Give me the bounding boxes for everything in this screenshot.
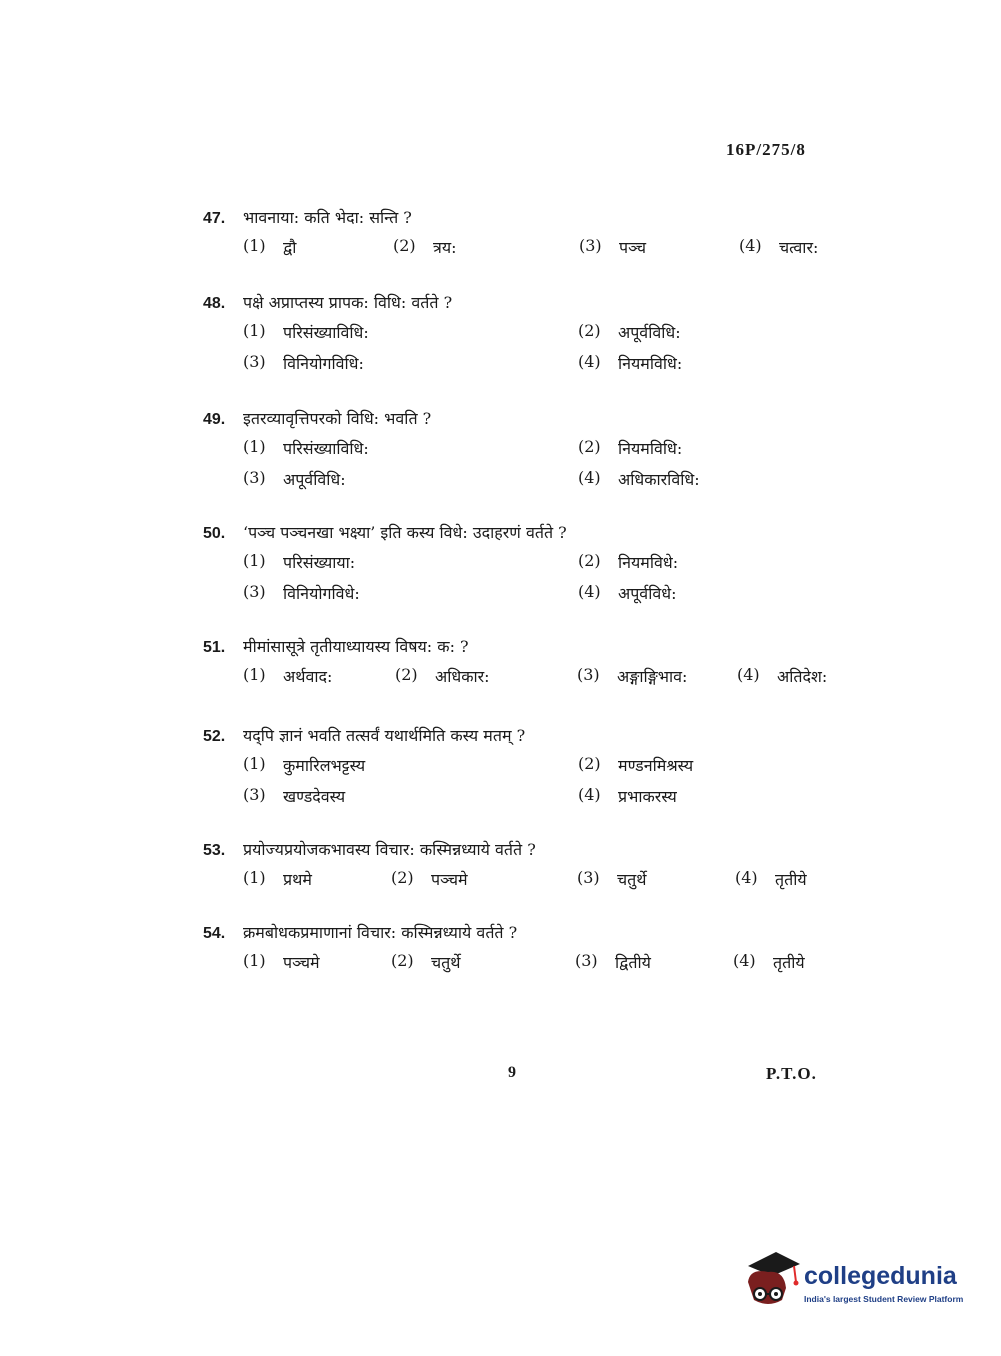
option-text: पञ्च: [619, 238, 647, 257]
option-text: अधिकारविधि:: [618, 470, 700, 489]
options: [203, 661, 843, 691]
option-number: (1): [243, 868, 266, 887]
mascot-icon: [742, 1248, 802, 1318]
option-number: (1): [243, 437, 266, 456]
options: [203, 547, 843, 609]
option-text: चतुर्थे: [617, 870, 647, 889]
option-number: (3): [243, 785, 266, 804]
option-number: (4): [737, 665, 760, 684]
page-number: 9: [508, 1064, 516, 1081]
pto-label: P.T.O.: [766, 1064, 817, 1083]
option-3: [579, 236, 646, 258]
option-text: अङ्गाङ्गिभाव:: [617, 667, 688, 686]
option-number: (4): [578, 785, 601, 804]
option-text: चतुर्थे: [431, 953, 461, 972]
question-stem: [203, 724, 843, 750]
option-number: (2): [393, 236, 416, 255]
option-text: अधिकार:: [435, 667, 490, 686]
option-4: [578, 468, 700, 490]
option-text: तृतीये: [775, 870, 807, 889]
question-49: [203, 407, 843, 495]
options: [203, 232, 843, 262]
question-stem: [203, 521, 843, 547]
option-number: (2): [395, 665, 418, 684]
option-number: (4): [578, 352, 601, 371]
paper-code: 16P/275/8: [726, 140, 806, 159]
option-number: (2): [391, 951, 414, 970]
option-4: [735, 868, 807, 890]
option-number: (3): [243, 468, 266, 487]
option-3: [243, 352, 364, 374]
option-number: (2): [578, 437, 601, 456]
option-text: खण्डदेवस्य: [283, 787, 346, 806]
option-number: (4): [578, 582, 601, 601]
option-3: [577, 665, 687, 687]
option-number: (1): [243, 665, 266, 684]
question-text: इतरव्यावृत्तिपरको विधि: भवति ?: [243, 409, 432, 428]
question-stem: [203, 291, 843, 317]
option-number: (1): [243, 321, 266, 340]
options: [203, 750, 843, 812]
option-number: (3): [575, 951, 598, 970]
option-1: [243, 868, 312, 890]
options: [203, 317, 843, 379]
question-stem: [203, 635, 843, 661]
question-number: 53.: [203, 842, 226, 859]
option-number: (1): [243, 754, 266, 773]
option-2: [391, 868, 468, 890]
option-3: [243, 582, 360, 604]
option-text: विनियोगविधे:: [283, 584, 360, 603]
brand-tagline: India's largest Student Review Platform: [804, 1294, 964, 1304]
option-text: अपूर्वविधे:: [618, 584, 677, 603]
option-1: [243, 437, 369, 459]
question-text: क्रमबोधकप्रमाणानां विचार: कस्मिन्नध्याये वर्तते ?: [243, 923, 518, 942]
option-number: (2): [578, 754, 601, 773]
option-text: अर्थवाद:: [283, 667, 333, 686]
option-number: (2): [391, 868, 414, 887]
option-text: मण्डनमिश्रस्य: [618, 756, 694, 775]
question-number: 51.: [203, 639, 226, 656]
option-text: द्वितीये: [615, 953, 651, 972]
option-text: नियमविधे:: [618, 553, 679, 572]
option-1: [243, 321, 369, 343]
option-1: [243, 551, 355, 573]
option-text: अतिदेश:: [777, 667, 828, 686]
question-54: [203, 921, 843, 977]
option-2: [578, 551, 678, 573]
option-text: अपूर्वविधि:: [618, 323, 681, 342]
option-text: नियमविधि:: [618, 439, 683, 458]
option-number: (3): [577, 665, 600, 684]
option-3: [243, 785, 345, 807]
question-52: [203, 724, 843, 812]
question-47: [203, 206, 843, 262]
option-text: परिसंख्याविधि:: [283, 439, 369, 458]
option-4: [578, 352, 682, 374]
option-number: (3): [243, 582, 266, 601]
question-number: 52.: [203, 728, 226, 745]
question-stem: [203, 206, 843, 232]
option-text: प्रभाकरस्य: [618, 787, 677, 806]
option-text: तृतीये: [773, 953, 805, 972]
question-number: 48.: [203, 295, 226, 312]
option-2: [395, 665, 490, 687]
option-text: पञ्चमे: [283, 953, 320, 972]
option-3: [577, 868, 647, 890]
question-number: 50.: [203, 525, 226, 542]
option-text: प्रथमे: [283, 870, 312, 889]
option-number: (4): [739, 236, 762, 255]
question-number: 49.: [203, 411, 226, 428]
option-4: [733, 951, 805, 973]
question-stem: [203, 407, 843, 433]
question-text: भावनाया: कति भेदा: सन्ति ?: [243, 208, 412, 227]
option-text: नियमविधि:: [618, 354, 683, 373]
option-3: [243, 468, 346, 490]
brand-name: collegedunia: [804, 1262, 957, 1290]
option-1: [243, 236, 296, 258]
question-51: [203, 635, 843, 691]
question-text: यद्पि ज्ञानं भवति तत्सर्वं यथार्थमिति कस्य मतम् ?: [243, 726, 526, 745]
question-text: ‘पञ्च पञ्चनखा भक्ष्या’ इति कस्य विधे: उदाहरणं वर्तते ?: [243, 523, 567, 542]
option-2: [391, 951, 461, 973]
option-number: (4): [735, 868, 758, 887]
option-3: [575, 951, 651, 973]
option-text: परिसंख्याया:: [283, 553, 356, 572]
option-number: (2): [578, 551, 601, 570]
option-number: (3): [577, 868, 600, 887]
option-text: कुमारिलभट्टस्य: [283, 756, 366, 775]
option-number: (3): [243, 352, 266, 371]
question-number: 47.: [203, 210, 226, 227]
option-text: चत्वार:: [779, 238, 819, 257]
option-2: [578, 437, 682, 459]
option-4: [739, 236, 818, 258]
question-text: मीमांसासूत्रे तृतीयाध्यायस्य विषय: क: ?: [243, 637, 469, 656]
option-text: पञ्चमे: [431, 870, 468, 889]
option-text: परिसंख्याविधि:: [283, 323, 369, 342]
question-text: पक्षे अप्राप्तस्य प्रापक: विधि: वर्तते ?: [243, 293, 453, 312]
option-number: (1): [243, 236, 266, 255]
option-text: अपूर्वविधि:: [283, 470, 346, 489]
option-text: विनियोगविधि:: [283, 354, 364, 373]
option-number: (3): [579, 236, 602, 255]
option-2: [578, 321, 681, 343]
question-number: 54.: [203, 925, 226, 942]
options: [203, 947, 843, 977]
collegedunia-logo: [742, 1248, 972, 1318]
option-text: द्वौ: [283, 238, 297, 257]
question-50: [203, 521, 843, 609]
option-text: त्रय:: [433, 238, 457, 257]
question-text: प्रयोज्यप्रयोजकभावस्य विचार: कस्मिन्नध्याये वर्तते ?: [243, 840, 536, 859]
option-number: (4): [578, 468, 601, 487]
option-1: [243, 951, 320, 973]
option-2: [393, 236, 457, 258]
option-4: [578, 582, 676, 604]
question-stem: [203, 838, 843, 864]
option-number: (1): [243, 551, 266, 570]
question-48: [203, 291, 843, 379]
option-number: (1): [243, 951, 266, 970]
question-53: [203, 838, 843, 894]
option-1: [243, 754, 365, 776]
question-stem: [203, 921, 843, 947]
options: [203, 433, 843, 495]
options: [203, 864, 843, 894]
option-number: (4): [733, 951, 756, 970]
option-number: (2): [578, 321, 601, 340]
option-4: [737, 665, 827, 687]
option-2: [578, 754, 693, 776]
option-1: [243, 665, 332, 687]
option-4: [578, 785, 677, 807]
